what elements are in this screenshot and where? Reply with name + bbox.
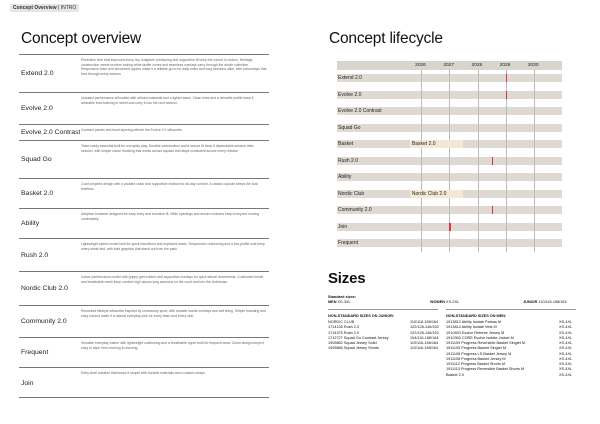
lifecycle-gridline (534, 186, 535, 203)
size-item-name: 1911112 Progress Basket Shorts M (446, 362, 506, 366)
overview-row (19, 238, 269, 271)
overview-concept-description: Reworked lifestyle silhouette inspired by community sport, with durable suede overlays and soft lining. Simple branding and easy colours make it a natural everyday pick for every team and every club. (81, 309, 266, 318)
lifecycle-year-label: 2028 (471, 63, 483, 68)
lifecycle-gridline (478, 153, 479, 170)
lifecycle-end-marker (506, 74, 507, 82)
lifecycle-row-label: Squad Go (338, 124, 361, 131)
lifecycle-gridline (449, 103, 450, 120)
size-item-name: 1905862 Squad Jersey Solid (328, 341, 377, 345)
size-item-range: XS-4XL (559, 330, 573, 335)
lifecycle-row (337, 186, 562, 203)
lifecycle-row (337, 235, 562, 252)
lifecycle-gridline (421, 219, 422, 236)
size-item-name: 1910390 CORE Evolve Isolate Jacket M (446, 335, 514, 340)
lifecycle-row-label: Join (338, 223, 348, 230)
overview-concept-description: Adaptive footwear designed for easy entry and inclusive fit. Wide openings and secure closures keep everyone moving comfortably. (81, 212, 260, 221)
lifecycle-gridline (534, 169, 535, 186)
size-item-name: 1911108 Progress Basket Jersey M (446, 356, 506, 361)
lifecycle-bar-label: Nordic Club 2.0 (411, 190, 447, 197)
size-item-range: 104/116-158/164 (410, 335, 439, 340)
lifecycle-gridline (449, 70, 450, 87)
lifecycle-gridline (534, 103, 535, 120)
size-item-name: 1911109 Progress Reversible Basket Singlet M (446, 341, 526, 345)
lifecycle-year-label: 2027 (443, 63, 454, 68)
overview-title: Concept overview (21, 30, 141, 47)
size-item-range: XS-4XL (559, 335, 573, 340)
lifecycle-gridline (506, 235, 507, 252)
lifecycle-gridline (534, 202, 535, 219)
non-standard-men-header: NON-STANDARD SIZES ON MEN: (446, 314, 507, 318)
junior-size-list (328, 320, 438, 352)
overview-concept-name: Community 2.0 (21, 318, 67, 325)
overview-concept-name: Squad Go (21, 156, 52, 163)
size-item-range: 110/116-158/164 (410, 341, 439, 345)
standard-sizes-label: Standard sizes: (328, 295, 357, 299)
junior-standard (523, 300, 567, 305)
women-range: XS-2XL (446, 300, 460, 304)
lifecycle-gridline (534, 136, 535, 153)
lifecycle-row-label: Extend 2.0 (338, 75, 362, 81)
overview-concept-description: Team-ready essential built for everyday play. Durable construction and a secure fit keep it dependable session after session, with simple colour blocking that works across squads and stays consistent across every release. (81, 144, 254, 153)
lifecycle-gridline (421, 103, 422, 120)
lifecycle-gridline (421, 87, 422, 104)
lifecycle-year-label: 2029 (499, 63, 511, 68)
size-item-name: 1911105 Progress Basket Singlet M (446, 346, 507, 351)
size-list-item (446, 373, 576, 378)
lifecycle-gridline (449, 120, 450, 137)
section-tag: Concept Overview | INTRO (10, 4, 79, 12)
overview-concept-name: Basket 2.0 (21, 190, 54, 197)
overview-row (19, 124, 269, 140)
overview-row (19, 208, 269, 238)
lifecycle-row (337, 202, 562, 219)
women-label: WOMEN (430, 300, 445, 304)
size-item-name: 1910453 Evolve Referee Jersey M (446, 330, 505, 335)
overview-row (19, 271, 269, 305)
lifecycle-gridline (534, 219, 535, 236)
lifecycle-end-marker (492, 157, 493, 165)
junior-divider (328, 309, 438, 310)
lifecycle-rows (337, 70, 562, 252)
size-item-range: XS-4XL (559, 351, 573, 356)
men-size-list (446, 320, 576, 378)
lifecycle-row-label: Ability (338, 174, 352, 180)
men-range: XS-3XL (337, 300, 351, 304)
size-item-range: XS-4XL (559, 325, 573, 330)
lifecycle-gridline (506, 120, 507, 137)
sizes-title: Sizes (328, 270, 366, 287)
lifecycle-row (337, 136, 562, 153)
men-divider (446, 309, 576, 310)
overview-concept-name: Frequent (21, 349, 49, 356)
size-item-range: XS-4XL (559, 341, 573, 345)
lifecycle-gridline (534, 70, 535, 87)
lifecycle-gridline (478, 169, 479, 186)
size-item-name: 1712727 Squad Go Contrast Jersey (328, 335, 389, 340)
lifecycle-row-label: Rush 2.0 (338, 157, 359, 164)
lifecycle-title: Concept lifecycle (329, 30, 443, 47)
lifecycle-year-header (337, 61, 562, 70)
lifecycle-gridline (506, 103, 507, 120)
size-item-name: 1911113 Progress Reversible Basket Shorts M (446, 367, 525, 372)
overview-row (19, 54, 269, 92)
lifecycle-gridline (506, 219, 507, 236)
lifecycle-row-label: Community 2.0 (338, 207, 372, 213)
overview-concept-name: Nordic Club 2.0 (21, 285, 68, 292)
size-item-range: XS-4XL (559, 320, 573, 324)
size-item-range: XS-4XL (559, 367, 573, 372)
size-item-name: 1714135 Rush 2.0 (328, 325, 360, 330)
men-label: MEN (328, 300, 337, 304)
overview-concept-description: Versatile everyday trainer with lightweight cushioning and a breathable upper built for frequent wear. Clean design keeps it easy to style from morning to evening. (81, 341, 265, 350)
lifecycle-year-label: 2026 (415, 63, 426, 68)
overview-concept-name: Join (21, 379, 34, 387)
overview-concept-name: Ability (21, 220, 40, 227)
lifecycle-gridline (478, 136, 479, 153)
lifecycle-end-marker (492, 206, 493, 214)
overview-concept-description: Contrast panels and tonal layering refresh the Evolve 2.0 silhouette. (81, 128, 183, 132)
lifecycle-gridline (449, 235, 450, 252)
lifecycle-row-label: Frequent (338, 240, 359, 246)
lifecycle-end-marker (506, 91, 507, 99)
lifecycle-gridline (534, 120, 535, 137)
lifecycle-gridline (534, 153, 535, 170)
lifecycle-gridline (449, 169, 450, 186)
size-item-range: 110/116-158/164 (410, 346, 439, 351)
lifecycle-gridline (506, 169, 507, 186)
size-item-name: 1714375 Rush 2.0 (328, 330, 360, 335)
lifecycle-gridline (478, 219, 479, 236)
size-item-range: 110/116-158/164 (410, 320, 439, 324)
lifecycle-row (337, 120, 562, 137)
non-standard-junior-header: NON-STANDARD SIZES ON JUNIOR: (328, 314, 395, 318)
size-item-name: 1913812 Ability Isolate Parkas M (446, 320, 502, 324)
size-item-range: 122/128-146/152 (410, 330, 439, 335)
overview-concept-name: Extend 2.0 (21, 70, 54, 77)
lifecycle-gridline (449, 87, 450, 104)
lifecycle-gridline (478, 186, 479, 203)
lifecycle-row-label: Evolve 2.0 Contrast (338, 108, 382, 114)
lifecycle-gridline (534, 235, 535, 252)
size-item-name: 1905866 Squad Jersey Shorts (328, 346, 380, 351)
lifecycle-row (337, 153, 562, 170)
size-item-range: XS-4XL (559, 346, 573, 351)
lifecycle-row-label: Nordic Club (338, 190, 365, 197)
section-tag-subtitle: INTRO (60, 5, 77, 11)
lifecycle-gridline (449, 153, 450, 170)
lifecycle-gridline (421, 120, 422, 137)
lifecycle-gridline (421, 235, 422, 252)
overview-row (19, 367, 269, 398)
lifecycle-gridline (506, 202, 507, 219)
lifecycle-end-marker (449, 223, 450, 231)
overview-concept-description: Court-inspired design with a padded collar and supportive midfoot for all-day comfort. A classic cupsole keeps the look timeless. (81, 182, 258, 191)
size-item-range: XS-4XL (559, 356, 573, 361)
size-item-name: 1911106 Progress LS Basket Jersey M (446, 351, 512, 356)
size-list-item (328, 346, 438, 351)
lifecycle-row-label: Basket (338, 141, 354, 147)
lifecycle-row (337, 103, 562, 120)
section-tag-title: Concept Overview (13, 5, 57, 11)
junior-range: 110/116-158/164 (538, 300, 567, 304)
men-standard (328, 300, 351, 305)
overview-concept-name: Evolve 2.0 (21, 105, 53, 112)
lifecycle-gridline (421, 169, 422, 186)
overview-row (19, 337, 269, 367)
lifecycle-gridline (478, 120, 479, 137)
overview-concept-name: Rush 2.0 (21, 251, 49, 259)
size-item-range: 122/128-146/152 (410, 325, 439, 330)
lifecycle-year-label: 2030 (527, 63, 539, 68)
size-item-name: Basket 2.0 (446, 372, 464, 377)
lifecycle-gridline (421, 202, 422, 219)
lifecycle-gridline (478, 202, 479, 219)
women-standard (430, 300, 459, 305)
overview-concept-description: Indoor performance model with grippy gum rubber and supportive overlays for quick lateral movements. Cushioned insole and breathable mesh keep comfort high across long sessions on the court and into the clubhouse. (81, 275, 264, 284)
overview-table (19, 54, 269, 398)
overview-concept-description: Predictive tech that improves every rep. Adaptive cushioning and supportive fit keep the runner in motion. Heritage construction meets modern tooling while tactile zones and seamless overlays carry through the whole collection. Responsive foam and structured uppers make it a reliable go-to for daily miles and long sessions alike, with colourways that flow through every season. (81, 58, 267, 76)
lifecycle-gridline (421, 153, 422, 170)
size-item-name: 1913814 Ability Isolate Vest M (446, 325, 497, 330)
lifecycle-bar-label: Basket 2.0 (411, 141, 436, 147)
lifecycle-row (337, 169, 562, 186)
overview-concept-name: Evolve 2.0 Contrast (21, 129, 81, 136)
overview-concept-description: Lightweight speed model built for quick transitions and explosive starts. Responsive cushioning and a low-profile sole keep every stride fast, with bold graphics that stand out from the pack. (81, 242, 265, 251)
lifecycle-gridline (506, 136, 507, 153)
overview-row (19, 305, 269, 337)
lifecycle-gridline (506, 186, 507, 203)
overview-row (19, 178, 269, 208)
size-item-range: XS-4XL (559, 372, 573, 377)
lifecycle-row (337, 70, 562, 87)
junior-label: JUNIOR (523, 300, 538, 304)
lifecycle-gridline (449, 202, 450, 219)
size-item-range: XS-4XL (559, 362, 573, 366)
overview-concept-description: Updated performance silhouette with refined materials and a lighter stack. Clean lines and a versatile profile keep it wearable from training to street and carry it into the next season. (81, 96, 254, 105)
lifecycle-row (337, 219, 562, 236)
lifecycle-gridline (506, 153, 507, 170)
lifecycle-chart (337, 61, 562, 252)
lifecycle-gridline (478, 70, 479, 87)
size-item-name: NORDIC CLUB (328, 320, 355, 324)
overview-row (19, 92, 269, 124)
lifecycle-row-label: Evolve 2.0 (338, 91, 362, 98)
lifecycle-gridline (478, 87, 479, 104)
lifecycle-gridline (478, 235, 479, 252)
overview-row (19, 140, 269, 178)
lifecycle-row (337, 87, 562, 104)
lifecycle-gridline (421, 70, 422, 87)
overview-concept-description: Entry-level sneaker that keeps it simple with durable materials and a classic shape. (81, 371, 206, 375)
lifecycle-gridline (534, 87, 535, 104)
lifecycle-gridline (478, 103, 479, 120)
